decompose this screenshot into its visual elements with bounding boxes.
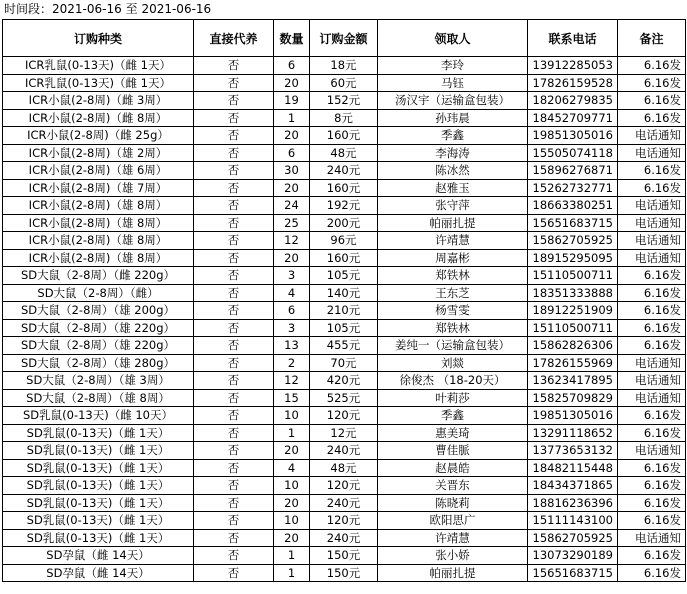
cell-note: 6.16发 <box>618 564 686 582</box>
cell-quantity: 6 <box>274 144 310 162</box>
cell-note: 6.16发 <box>618 547 686 565</box>
cell-species: SD大鼠（2-8周）（雄 8周） <box>3 389 194 407</box>
cell-phone: 19851305016 <box>528 127 618 145</box>
cell-phone: 15111143100 <box>528 512 618 530</box>
cell-quantity: 24 <box>274 197 310 215</box>
cell-phone: 15862705925 <box>528 529 618 547</box>
cell-species: SD乳鼠(0-13天)（雌 1天） <box>3 459 194 477</box>
cell-species: SD大鼠（2-8周）（雄 220g） <box>3 337 194 355</box>
cell-direct-foster: 否 <box>194 372 274 390</box>
cell-amount: 18元 <box>310 57 378 75</box>
cell-recipient: 叶莉莎 <box>378 389 528 407</box>
cell-recipient: 张小娇 <box>378 547 528 565</box>
cell-quantity: 25 <box>274 214 310 232</box>
cell-species: SD大鼠（2-8周）（雄 220g） <box>3 319 194 337</box>
cell-phone: 18452709771 <box>528 109 618 127</box>
cell-amount: 150元 <box>310 547 378 565</box>
cell-phone: 13291118652 <box>528 424 618 442</box>
cell-quantity: 10 <box>274 512 310 530</box>
cell-direct-foster: 否 <box>194 442 274 460</box>
table-row <box>3 389 686 407</box>
cell-species: ICR小鼠(2-8周)（雄 8周） <box>3 249 194 267</box>
period-end: 2021-06-16 <box>141 2 212 16</box>
cell-quantity: 2 <box>274 354 310 372</box>
table-row <box>3 442 686 460</box>
cell-quantity: 1 <box>274 547 310 565</box>
cell-note: 6.16发 <box>618 284 686 302</box>
cell-recipient: 郑铁林 <box>378 319 528 337</box>
cell-note: 6.16发 <box>618 319 686 337</box>
cell-recipient: 帕丽扎提 <box>378 564 528 582</box>
cell-amount: 160元 <box>310 249 378 267</box>
cell-phone: 18915295095 <box>528 249 618 267</box>
cell-species: SD乳鼠(0-13天)（雌 1天） <box>3 512 194 530</box>
cell-quantity: 3 <box>274 319 310 337</box>
header-phone: 联系电话 <box>528 20 618 57</box>
cell-species: SD乳鼠(0-13天)（雌 1天） <box>3 494 194 512</box>
cell-recipient: 赵雅玉 <box>378 179 528 197</box>
cell-direct-foster: 否 <box>194 74 274 92</box>
cell-direct-foster: 否 <box>194 214 274 232</box>
cell-quantity: 13 <box>274 337 310 355</box>
header-direct-foster: 直接代养 <box>194 20 274 57</box>
cell-direct-foster: 否 <box>194 424 274 442</box>
cell-species: ICR小鼠(2-8周)（雄 6周） <box>3 162 194 180</box>
table-row <box>3 302 686 320</box>
table-row <box>3 267 686 285</box>
table-row <box>3 284 686 302</box>
cell-species: SD孕鼠（雌 14天） <box>3 547 194 565</box>
period-start: 2021-06-16 <box>52 2 122 16</box>
header-note: 备注 <box>618 20 686 57</box>
cell-recipient: 郑铁林 <box>378 267 528 285</box>
table-row <box>3 354 686 372</box>
cell-amount: 525元 <box>310 389 378 407</box>
cell-species: SD大鼠（2-8周）（雄 200g） <box>3 302 194 320</box>
table-row <box>3 319 686 337</box>
header-quantity: 数量 <box>274 20 310 57</box>
cell-note: 电话通知 <box>618 354 686 372</box>
header-amount: 订购金额 <box>310 20 378 57</box>
cell-recipient: 杨雪雯 <box>378 302 528 320</box>
cell-direct-foster: 否 <box>194 389 274 407</box>
cell-direct-foster: 否 <box>194 57 274 75</box>
cell-amount: 120元 <box>310 407 378 425</box>
period-label: 时间段： <box>4 2 53 16</box>
cell-amount: 192元 <box>310 197 378 215</box>
cell-quantity: 12 <box>274 232 310 250</box>
cell-species: ICR小鼠(2-8周)（雄 8周） <box>3 232 194 250</box>
cell-recipient: 帕丽扎提 <box>378 214 528 232</box>
cell-direct-foster: 否 <box>194 564 274 582</box>
cell-note: 电话通知 <box>618 372 686 390</box>
cell-recipient: 曹佳脈 <box>378 442 528 460</box>
cell-amount: 8元 <box>310 109 378 127</box>
cell-direct-foster: 否 <box>194 512 274 530</box>
cell-direct-foster: 否 <box>194 249 274 267</box>
cell-recipient: 关晋东 <box>378 477 528 495</box>
cell-quantity: 1 <box>274 424 310 442</box>
cell-species: SD大鼠（2-8周）（雌） <box>3 284 194 302</box>
cell-species: SD大鼠（2-8周）（雄 280g） <box>3 354 194 372</box>
cell-direct-foster: 否 <box>194 284 274 302</box>
cell-direct-foster: 否 <box>194 354 274 372</box>
cell-phone: 18434371865 <box>528 477 618 495</box>
cell-species: SD孕鼠（雌 14天） <box>3 564 194 582</box>
cell-quantity: 20 <box>274 127 310 145</box>
period-separator: 至 <box>125 2 138 16</box>
cell-recipient: 刘燚 <box>378 354 528 372</box>
cell-species: SD大鼠（2-8周）（雌 220g） <box>3 267 194 285</box>
cell-phone: 19851305016 <box>528 407 618 425</box>
cell-phone: 18912251909 <box>528 302 618 320</box>
cell-note: 6.16发 <box>618 74 686 92</box>
cell-amount: 240元 <box>310 162 378 180</box>
table-row <box>3 337 686 355</box>
cell-phone: 15505074118 <box>528 144 618 162</box>
cell-phone: 18206279835 <box>528 92 618 110</box>
table-row <box>3 372 686 390</box>
cell-recipient: 张守萍 <box>378 197 528 215</box>
cell-recipient: 汤汉宇（运输盒包装） <box>378 92 528 110</box>
cell-species: SD乳鼠(0-13天)（雌 1天） <box>3 529 194 547</box>
table-row <box>3 424 686 442</box>
cell-amount: 200元 <box>310 214 378 232</box>
cell-phone: 15110500711 <box>528 267 618 285</box>
cell-note: 电话通知 <box>618 389 686 407</box>
table-row <box>3 547 686 565</box>
cell-note: 6.16发 <box>618 477 686 495</box>
cell-note: 6.16发 <box>618 57 686 75</box>
table-row <box>3 529 686 547</box>
cell-recipient: 姜纯一（运输盒包装） <box>378 337 528 355</box>
cell-recipient: 马钰 <box>378 74 528 92</box>
cell-phone: 17826155969 <box>528 354 618 372</box>
cell-recipient: 徐俊杰 （18-20天） <box>378 372 528 390</box>
header-row <box>3 20 686 57</box>
cell-species: ICR小鼠(2-8周)（雌 8周） <box>3 109 194 127</box>
cell-amount: 160元 <box>310 127 378 145</box>
cell-amount: 12元 <box>310 424 378 442</box>
cell-direct-foster: 否 <box>194 302 274 320</box>
cell-note: 电话通知 <box>618 197 686 215</box>
cell-amount: 160元 <box>310 179 378 197</box>
cell-direct-foster: 否 <box>194 529 274 547</box>
table-row <box>3 127 686 145</box>
cell-amount: 96元 <box>310 232 378 250</box>
cell-phone: 13623417895 <box>528 372 618 390</box>
cell-note: 6.16发 <box>618 162 686 180</box>
cell-direct-foster: 否 <box>194 477 274 495</box>
table-row <box>3 197 686 215</box>
cell-note: 6.16发 <box>618 407 686 425</box>
cell-note: 6.16发 <box>618 302 686 320</box>
cell-note: 6.16发 <box>618 92 686 110</box>
cell-quantity: 15 <box>274 389 310 407</box>
cell-phone: 18816236396 <box>528 494 618 512</box>
cell-direct-foster: 否 <box>194 127 274 145</box>
cell-species: ICR小鼠(2-8周)（雄 8周） <box>3 197 194 215</box>
cell-recipient: 陈晓莉 <box>378 494 528 512</box>
cell-species: ICR小鼠(2-8周)（雌 3周） <box>3 92 194 110</box>
cell-recipient: 欧阳思广 <box>378 512 528 530</box>
table-row <box>3 109 686 127</box>
cell-amount: 48元 <box>310 459 378 477</box>
cell-note: 6.16发 <box>618 337 686 355</box>
cell-amount: 70元 <box>310 354 378 372</box>
cell-amount: 152元 <box>310 92 378 110</box>
cell-recipient: 李海涛 <box>378 144 528 162</box>
cell-quantity: 6 <box>274 57 310 75</box>
cell-direct-foster: 否 <box>194 179 274 197</box>
cell-species: SD乳鼠(0-13天)（雌 1天） <box>3 442 194 460</box>
cell-direct-foster: 否 <box>194 144 274 162</box>
table-row <box>3 144 686 162</box>
cell-phone: 15862826306 <box>528 337 618 355</box>
cell-species: SD乳鼠(0-13天)（雌 10天） <box>3 407 194 425</box>
cell-direct-foster: 否 <box>194 459 274 477</box>
period-line <box>0 0 687 19</box>
table-row <box>3 74 686 92</box>
table-row <box>3 564 686 582</box>
table-row <box>3 512 686 530</box>
table-row <box>3 477 686 495</box>
cell-recipient: 季鑫 <box>378 407 528 425</box>
cell-recipient: 周嘉彬 <box>378 249 528 267</box>
cell-phone: 18663380251 <box>528 197 618 215</box>
cell-recipient: 陈冰然 <box>378 162 528 180</box>
cell-amount: 105元 <box>310 267 378 285</box>
cell-direct-foster: 否 <box>194 197 274 215</box>
cell-species: ICR乳鼠(0-13天)（雌 1天） <box>3 74 194 92</box>
header-recipient: 领取人 <box>378 20 528 57</box>
cell-recipient: 许靖慧 <box>378 232 528 250</box>
cell-recipient: 赵晨皓 <box>378 459 528 477</box>
cell-direct-foster: 否 <box>194 547 274 565</box>
cell-quantity: 20 <box>274 179 310 197</box>
cell-phone: 15651683715 <box>528 214 618 232</box>
table-row <box>3 57 686 75</box>
cell-note: 电话通知 <box>618 249 686 267</box>
cell-phone: 13912285053 <box>528 57 618 75</box>
orders-table <box>2 19 686 582</box>
cell-quantity: 19 <box>274 92 310 110</box>
cell-direct-foster: 否 <box>194 407 274 425</box>
cell-note: 电话通知 <box>618 214 686 232</box>
header-species: 订购种类 <box>3 20 194 57</box>
cell-direct-foster: 否 <box>194 337 274 355</box>
cell-phone: 15896276871 <box>528 162 618 180</box>
table-row <box>3 92 686 110</box>
cell-note: 6.16发 <box>618 267 686 285</box>
cell-direct-foster: 否 <box>194 494 274 512</box>
cell-amount: 140元 <box>310 284 378 302</box>
cell-note: 6.16发 <box>618 179 686 197</box>
cell-direct-foster: 否 <box>194 319 274 337</box>
cell-direct-foster: 否 <box>194 232 274 250</box>
cell-quantity: 10 <box>274 407 310 425</box>
cell-species: SD乳鼠(0-13天)（雌 1天） <box>3 477 194 495</box>
cell-quantity: 20 <box>274 74 310 92</box>
cell-amount: 240元 <box>310 442 378 460</box>
table-row <box>3 232 686 250</box>
cell-note: 6.16发 <box>618 512 686 530</box>
cell-species: SD大鼠（2-8周）（雄 3周） <box>3 372 194 390</box>
cell-quantity: 12 <box>274 372 310 390</box>
cell-note: 电话通知 <box>618 529 686 547</box>
cell-species: ICR小鼠(2-8周)（雌 25g） <box>3 127 194 145</box>
cell-quantity: 20 <box>274 494 310 512</box>
table-row <box>3 407 686 425</box>
table-row <box>3 249 686 267</box>
cell-recipient: 李玲 <box>378 57 528 75</box>
cell-amount: 120元 <box>310 512 378 530</box>
cell-quantity: 1 <box>274 109 310 127</box>
cell-quantity: 4 <box>274 284 310 302</box>
cell-phone: 18482115448 <box>528 459 618 477</box>
cell-phone: 13073290189 <box>528 547 618 565</box>
table-row <box>3 179 686 197</box>
cell-amount: 48元 <box>310 144 378 162</box>
cell-species: ICR小鼠(2-8周)（雄 2周） <box>3 144 194 162</box>
cell-note: 6.16发 <box>618 459 686 477</box>
cell-amount: 60元 <box>310 74 378 92</box>
cell-recipient: 王东芝 <box>378 284 528 302</box>
cell-quantity: 20 <box>274 249 310 267</box>
cell-direct-foster: 否 <box>194 162 274 180</box>
cell-phone: 13773653132 <box>528 442 618 460</box>
cell-phone: 17826159528 <box>528 74 618 92</box>
cell-phone: 18351333888 <box>528 284 618 302</box>
cell-recipient: 惠美琦 <box>378 424 528 442</box>
cell-recipient: 许靖慧 <box>378 529 528 547</box>
cell-quantity: 10 <box>274 477 310 495</box>
table-row <box>3 214 686 232</box>
cell-quantity: 20 <box>274 529 310 547</box>
cell-quantity: 4 <box>274 459 310 477</box>
cell-direct-foster: 否 <box>194 109 274 127</box>
cell-amount: 420元 <box>310 372 378 390</box>
cell-quantity: 20 <box>274 442 310 460</box>
cell-phone: 15651683715 <box>528 564 618 582</box>
cell-amount: 240元 <box>310 494 378 512</box>
cell-note: 6.16发 <box>618 494 686 512</box>
cell-phone: 15262732771 <box>528 179 618 197</box>
cell-note: 电话通知 <box>618 232 686 250</box>
cell-species: ICR小鼠(2-8周)（雄 8周） <box>3 214 194 232</box>
cell-amount: 455元 <box>310 337 378 355</box>
table-row <box>3 459 686 477</box>
cell-quantity: 30 <box>274 162 310 180</box>
cell-note: 电话通知 <box>618 127 686 145</box>
cell-direct-foster: 否 <box>194 267 274 285</box>
cell-species: SD乳鼠(0-13天)（雌 1天） <box>3 424 194 442</box>
cell-phone: 15110500711 <box>528 319 618 337</box>
cell-amount: 210元 <box>310 302 378 320</box>
cell-species: ICR乳鼠(0-13天)（雌 1天） <box>3 57 194 75</box>
cell-recipient: 季鑫 <box>378 127 528 145</box>
cell-quantity: 6 <box>274 302 310 320</box>
cell-direct-foster: 否 <box>194 92 274 110</box>
cell-amount: 105元 <box>310 319 378 337</box>
cell-quantity: 3 <box>274 267 310 285</box>
cell-recipient: 孙玮晨 <box>378 109 528 127</box>
cell-phone: 15862705925 <box>528 232 618 250</box>
cell-note: 电话通知 <box>618 144 686 162</box>
cell-note: 电话通知 <box>618 442 686 460</box>
cell-amount: 240元 <box>310 529 378 547</box>
cell-amount: 120元 <box>310 477 378 495</box>
cell-species: ICR小鼠(2-8周)（雄 7周） <box>3 179 194 197</box>
cell-phone: 15825709829 <box>528 389 618 407</box>
cell-note: 6.16发 <box>618 109 686 127</box>
cell-quantity: 1 <box>274 564 310 582</box>
table-row <box>3 494 686 512</box>
cell-amount: 150元 <box>310 564 378 582</box>
table-row <box>3 162 686 180</box>
cell-note: 6.16发 <box>618 424 686 442</box>
